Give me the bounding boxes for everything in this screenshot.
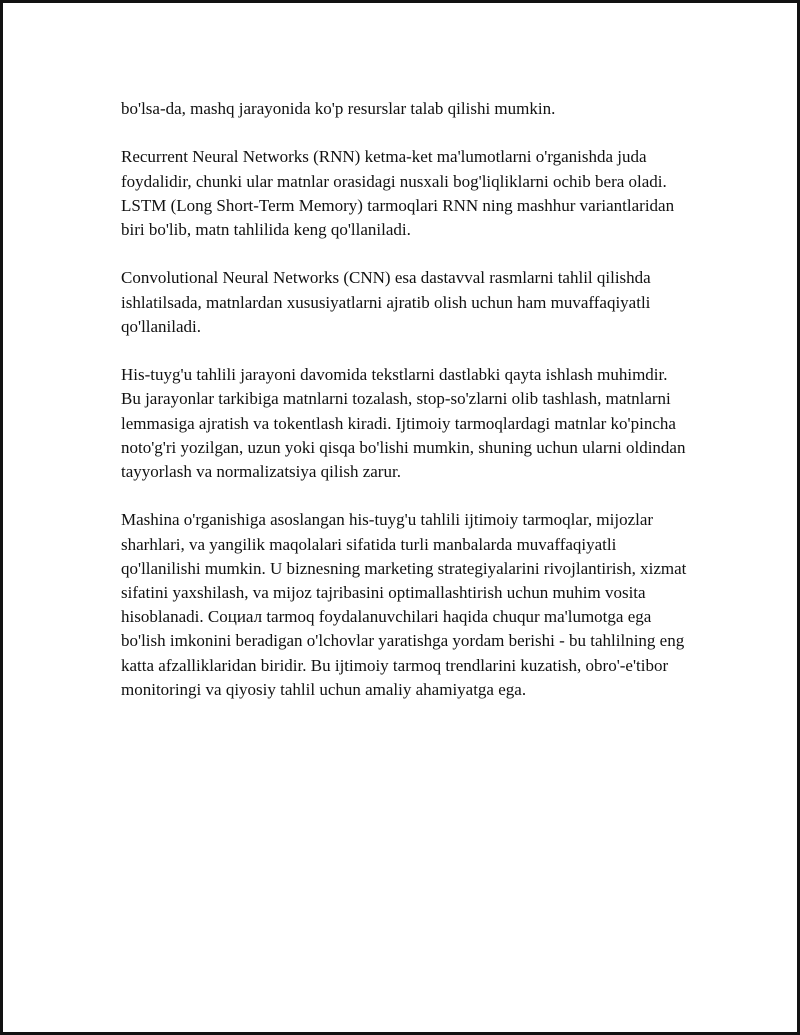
paragraph-4: His-tuyg'u tahlili jarayoni davomida tekstlarni dastlabki qayta ishlash muhimdir. Bu jarayonlar tarkibiga matnlarni tozalash, stop-so'zlarni olib tashlash, matnlarni lemmasiga ajratish va tokentlash kiradi. Ijtimoiy tarmoqlardagi matnlar ko'pincha noto'g'ri yozilgan, uzun yoki qisqa bo'lishi mumkin, shuning uchun ularni oldindan tayyorlash va normalizatsiya qilish zarur.	[121, 365, 686, 481]
paragraph-5: Mashina o'rganishiga asoslangan his-tuyg'u tahlili ijtimoiy tarmoqlar, mijozlar sharhlari, va yangilik maqolalari sifatida turli manbalarda muvaffaqiyatli qo'llanilishi mumkin. U biznesning marketing strategiyalarini rivojlantirish, xizmat sifatini yaxshilash, va mijoz tajribasini optimallashtirish uchun muhim vosita hisoblanadi. Социал tarmoq foydalanuvchilari haqida chuqur ma'lumotga ega bo'lish imkonini beradigan o'lchovlar yaratishga yordam berishi - bu tahlilning eng katta afzalliklaridan biridir. Bu ijtimoiy tarmoq trendlarini kuzatish, obro'-e'tibor monitoringi va qiyosiy tahlil uchun amaliy ahamiyatga ega.	[121, 510, 687, 699]
paragraph-2: Recurrent Neural Networks (RNN) ketma-ket ma'lumotlarni o'rganishda juda foydalidir, chunki ular matnlar orasidagi nusxali bog'liqliklarni ochib bera oladi. LSTM (Long Short-Term Memory) tarmoqlari RNN ning mashhur variantlaridan biri bo'lib, matn tahlilida keng qo'llaniladi.	[121, 147, 675, 239]
document-body	[121, 97, 687, 726]
paragraph-1: bo'lsa-da, mashq jarayonida ko'p resurslar talab qilishi mumkin.	[121, 99, 556, 118]
paragraph-3: Convolutional Neural Networks (CNN) esa dastavval rasmlarni tahlil qilishda ishlatilsada, matnlardan xususiyatlarni ajratib olish uchun ham muvaffaqiyatli qo'llaniladi.	[121, 268, 651, 336]
